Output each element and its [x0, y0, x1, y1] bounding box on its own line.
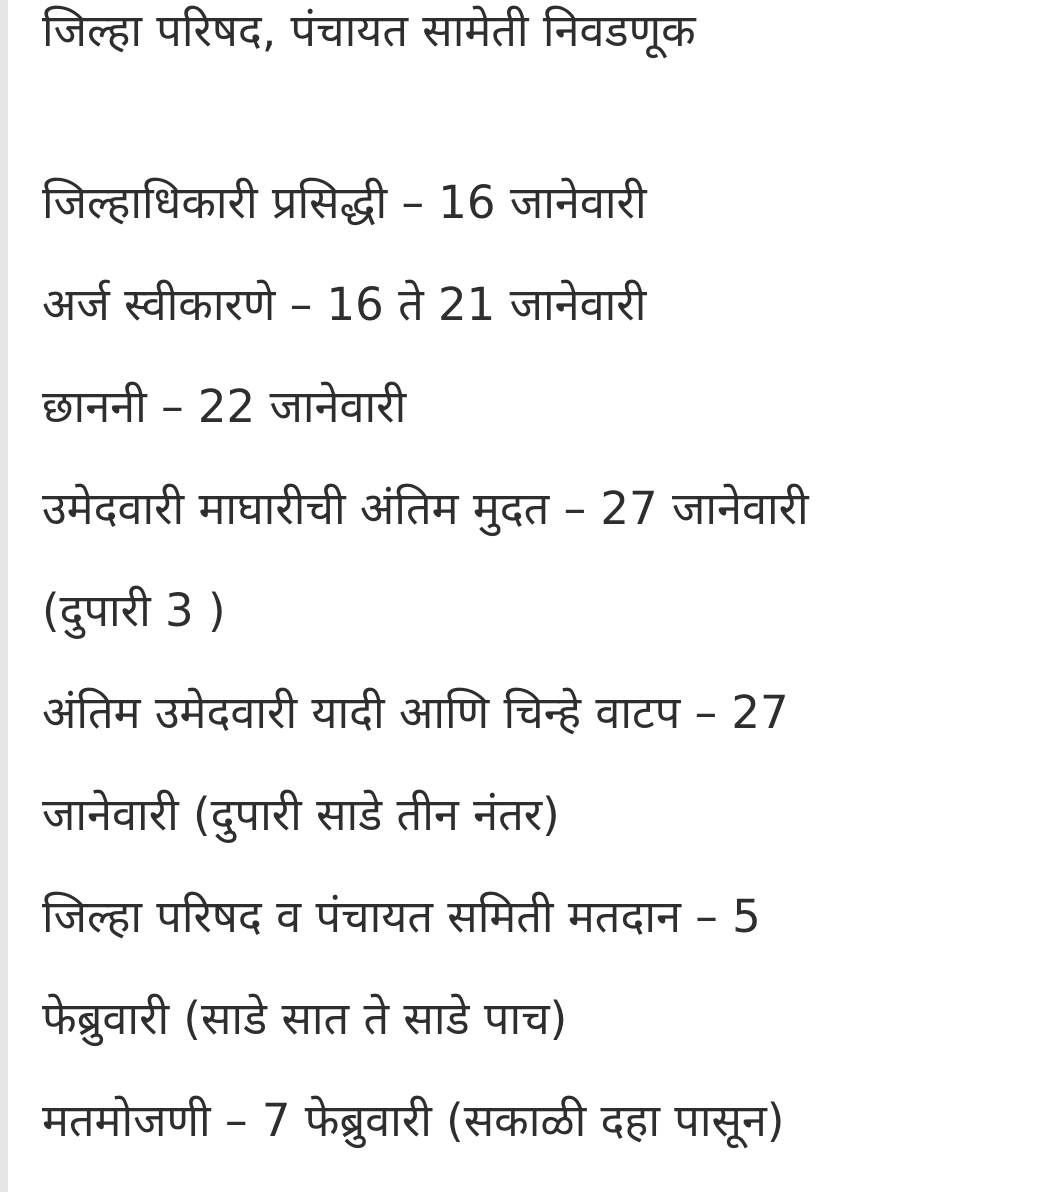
schedule-line-notification: जिल्हाधिकारी प्रसिद्धी – 16 जानेवारी [42, 176, 647, 229]
schedule-line-final-list: अंतिम उमेदवारी यादी आणि चिन्हे वाटप – 27 [42, 686, 789, 739]
document-content [42, 4, 1042, 1172]
schedule-line-applications: अर्ज स्वीकारणे – 16 ते 21 जानेवारी [42, 278, 647, 331]
schedule-line-final-list-time: जानेवारी (दुपारी साडे तीन नंतर) [42, 788, 560, 841]
schedule-line-withdrawal-time: (दुपारी 3 ) [42, 584, 226, 637]
schedule-line-polling: जिल्हा परिषद व पंचायत समिती मतदान – 5 [42, 890, 761, 943]
election-schedule [42, 152, 1042, 1172]
schedule-line-polling-time: फेब्रुवारी (साडे सात ते साडे पाच) [42, 992, 568, 1045]
schedule-line-scrutiny: छाननी – 22 जानेवारी [42, 380, 407, 433]
page-title: जिल्हा परिषद, पंचायत सामेती निवडणूक [42, 4, 696, 57]
schedule-line-counting: मतमोजणी – 7 फेब्रुवारी (सकाळी दहा पासून) [42, 1094, 785, 1147]
left-edge-divider [0, 0, 8, 1192]
schedule-line-withdrawal-deadline: उमेदवारी माघारीची अंतिम मुदत – 27 जानेवारी [42, 482, 809, 535]
